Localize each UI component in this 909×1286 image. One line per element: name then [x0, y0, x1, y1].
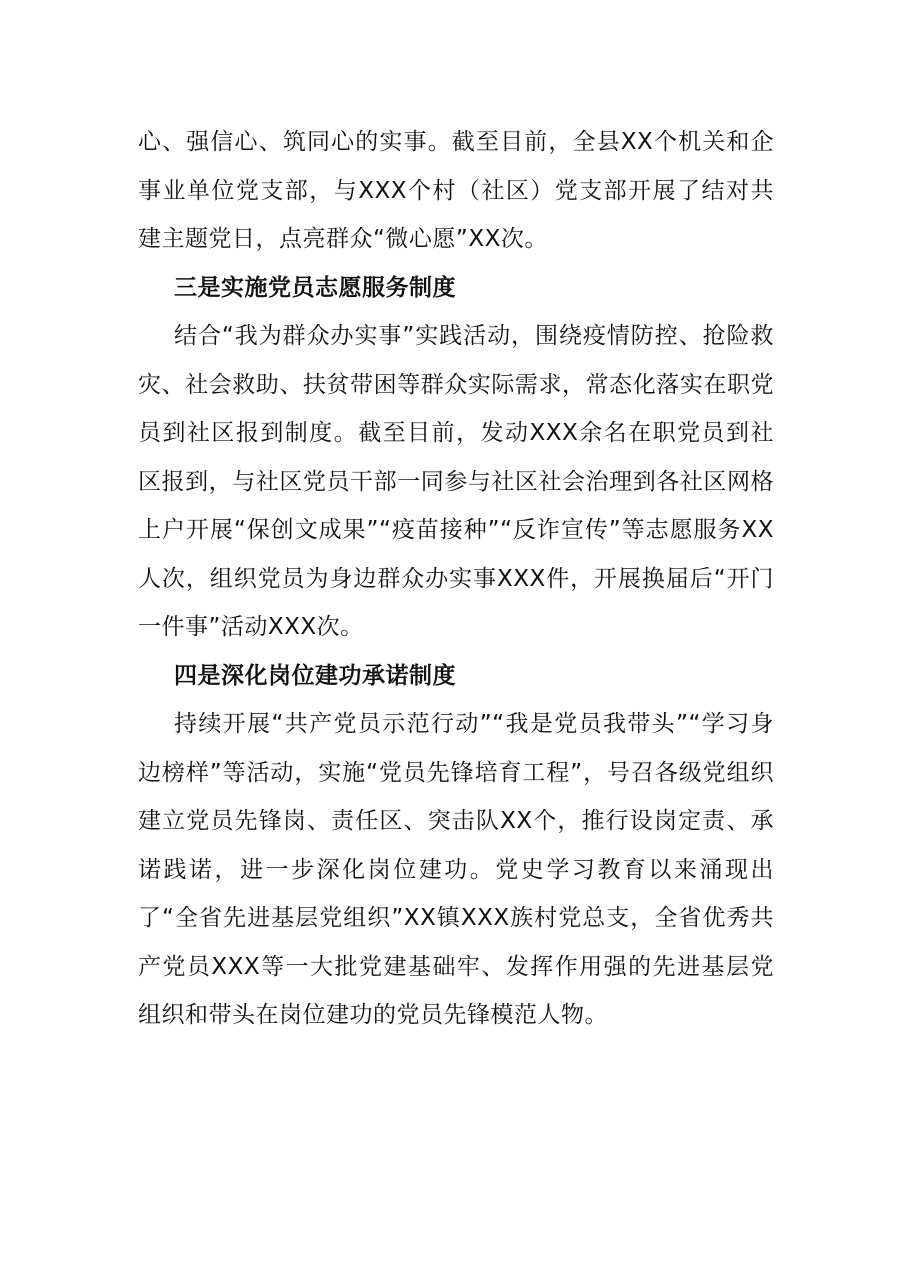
- paragraph-continuation: 心、强信心、筑同心的实事。截至目前，全县XX个机关和企事业单位党支部，与XXX个村（社区）党支部开展了结对共建主题党日，点亮群众“微心愿”XX次。: [138, 129, 774, 252]
- document-page: [138, 118, 774, 1040]
- paragraph-volunteer-service: 结合“我为群众办实事”实践活动，围绕疫情防控、抢险救灾、社会救助、扶贫带困等群众实际需求，常态化落实在职党员到社区报到制度。截至目前，发动XXX余名在职党员到社区报到，与社区党员干部一同参与社区社会治理到各社区网格上户开展“保创文成果”“疫苗接种”“反诈宣传”等志愿服务XX人次，组织党员为身边群众办实事XXX件，开展换届后“开门一件事”活动XXX次。: [138, 323, 774, 640]
- section-heading-3: 三是实施党员志愿服务制度: [174, 274, 456, 301]
- paragraph-post-commitment: 持续开展“共产党员示范行动”“我是党员我带头”“学习身边榜样”等活动，实施“党员先锋培育工程”，号召各级党组织建立党员先锋岗、责任区、突击队XX个，推行设岗定责、承诺践诺，进一步深化岗位建功。党史学习教育以来涌现出了“全省先进基层党组织”XX镇XXX族村党总支，全省优秀共产党员XXX等一大批党建基础牢、发挥作用强的先进基层党组织和带头在岗位建功的党员先锋模范人物。: [138, 711, 774, 1028]
- section-heading-4: 四是深化岗位建功承诺制度: [174, 662, 456, 689]
